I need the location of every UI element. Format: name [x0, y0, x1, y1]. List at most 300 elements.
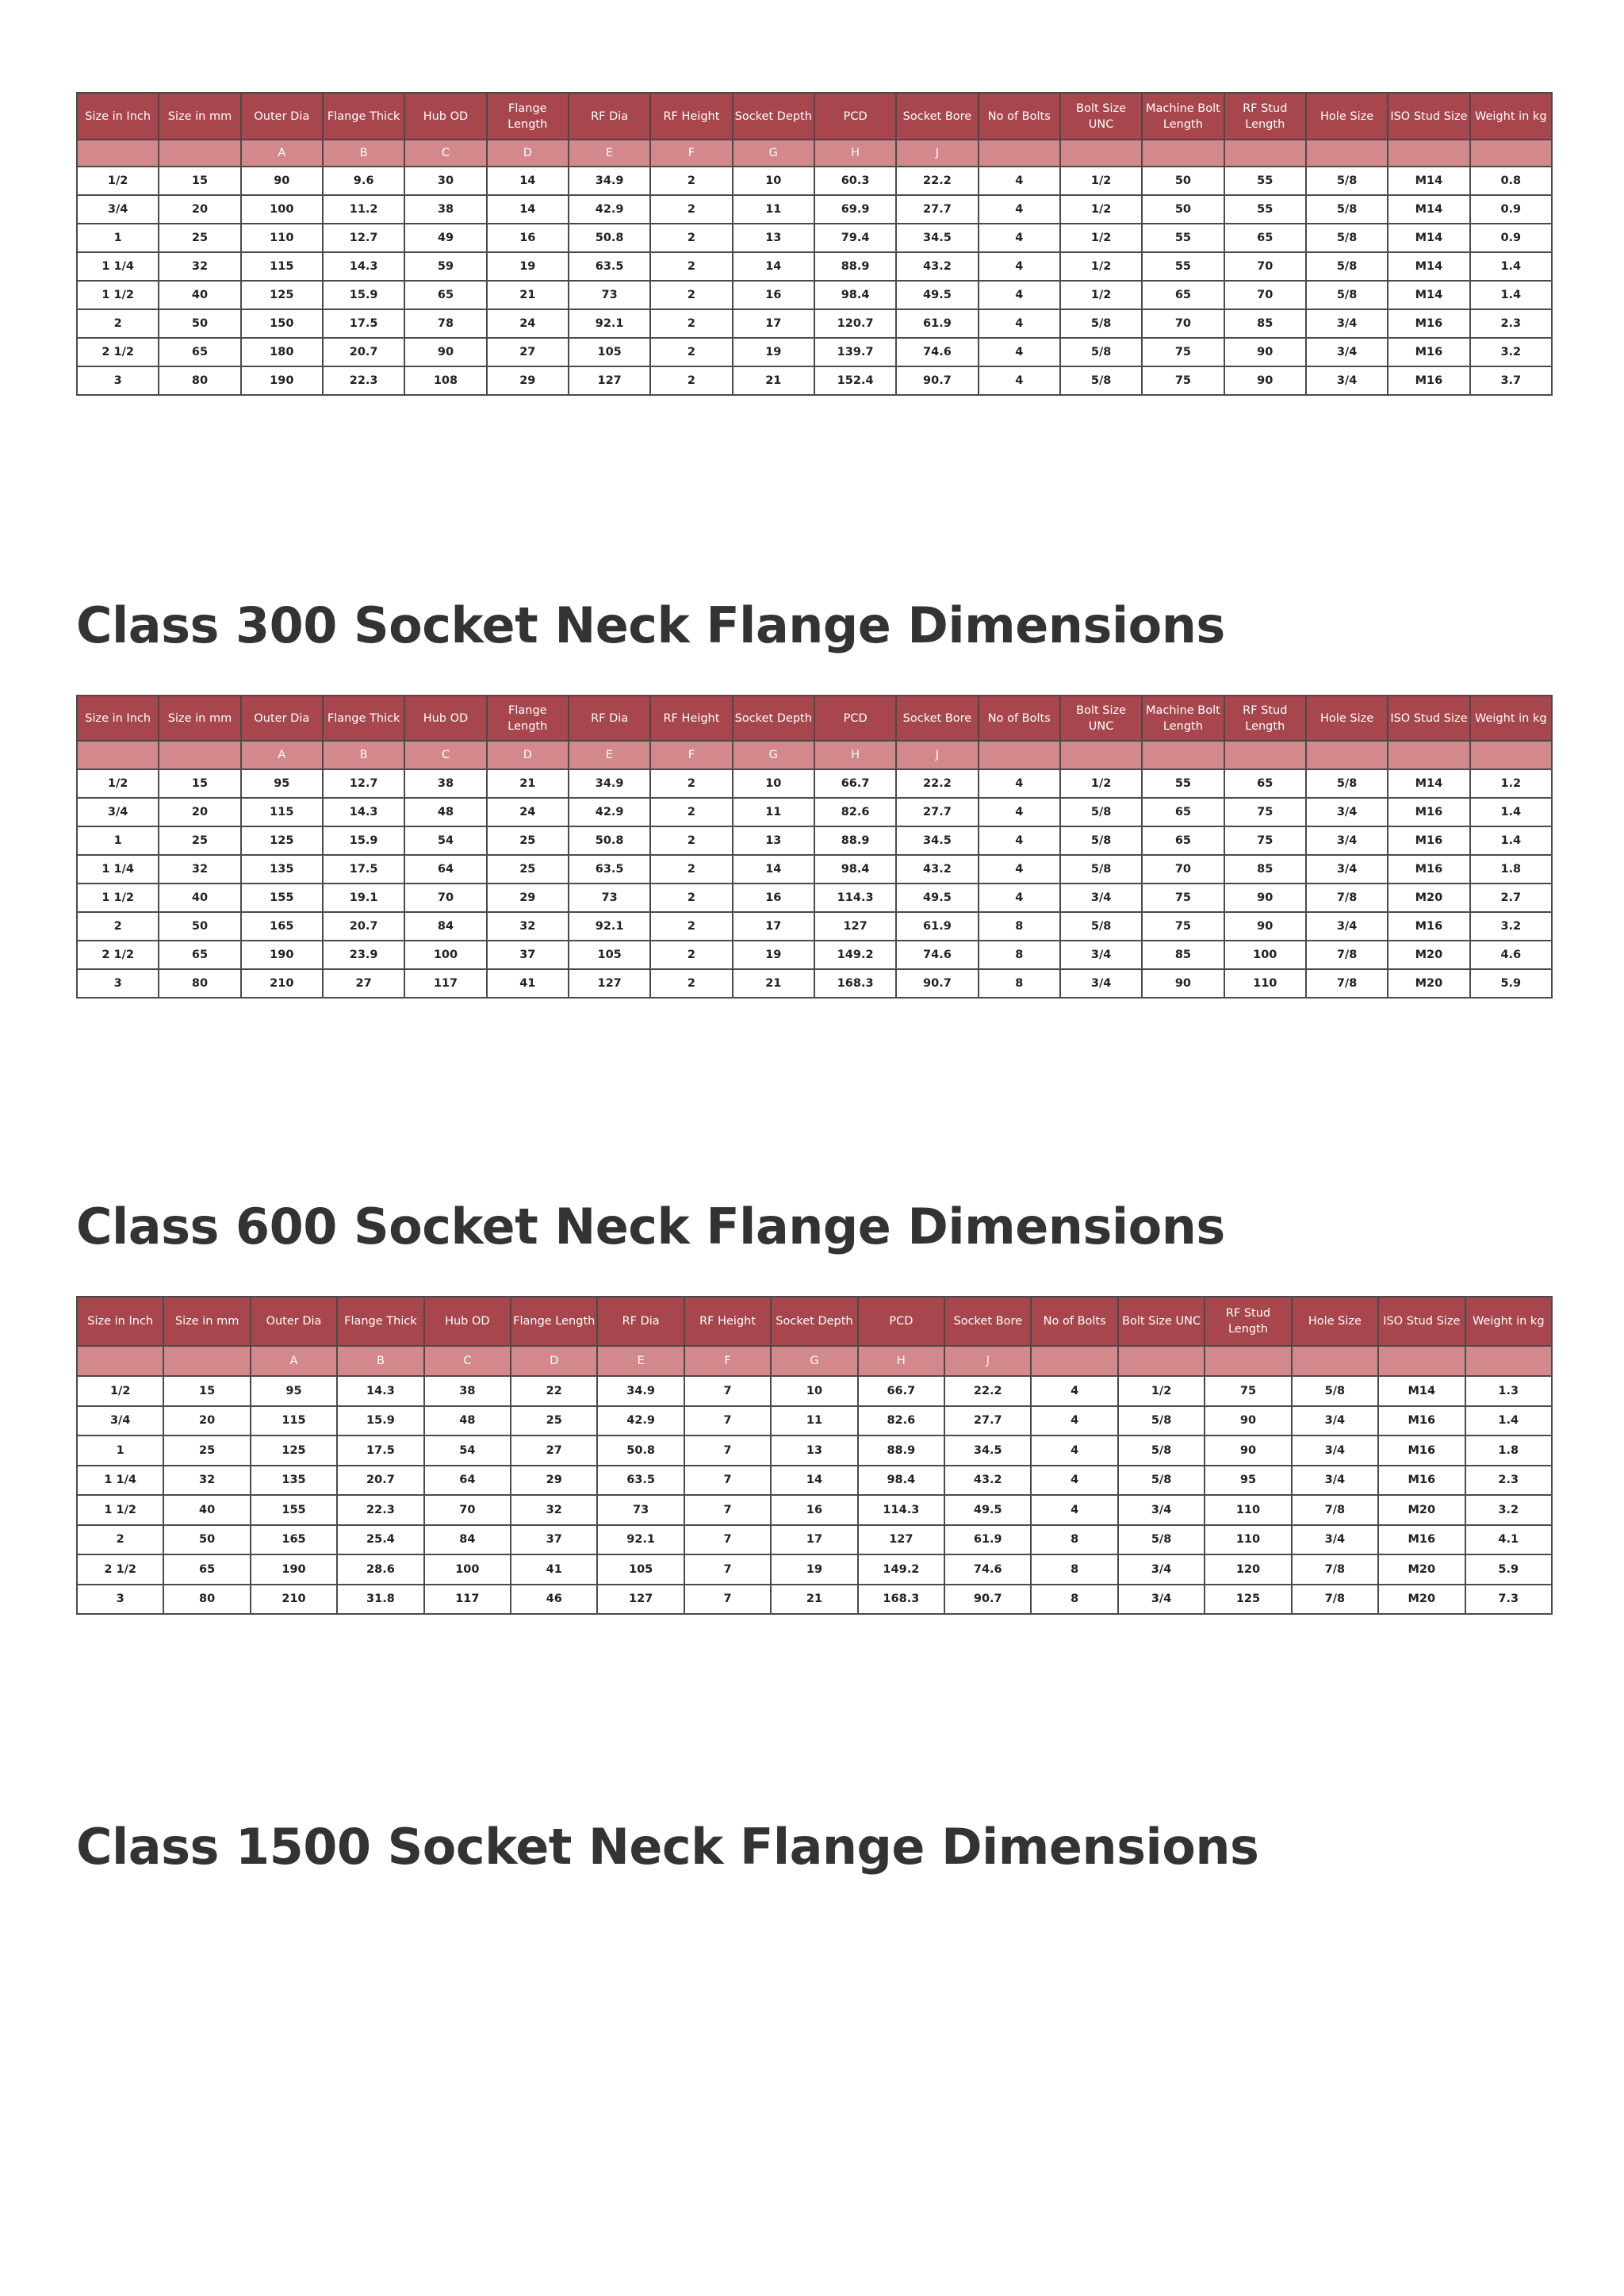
table-cell: 0.9	[1470, 195, 1552, 224]
table-cell: 127	[597, 1585, 684, 1615]
column-header: Size in Inch	[77, 93, 159, 140]
table-cell: 75	[1142, 884, 1224, 912]
table-cell: 70	[424, 1495, 511, 1525]
table-cell: 29	[511, 1466, 597, 1496]
table-cell: 38	[424, 1376, 511, 1406]
table-cell: 3/4	[1060, 941, 1142, 969]
table-cell: 13	[771, 1435, 857, 1466]
dimension-letter	[1306, 140, 1388, 167]
table-row	[77, 224, 1552, 252]
table-cell: 32	[511, 1495, 597, 1525]
table-cell: 3/4	[77, 1406, 163, 1436]
column-header: RF Stud Length	[1205, 1297, 1291, 1346]
table-cell: 19	[487, 252, 569, 281]
table-cell: 34.5	[896, 826, 978, 855]
table-cell: 64	[424, 1466, 511, 1496]
table-cell: 4	[1031, 1435, 1117, 1466]
table-cell: 16	[771, 1495, 857, 1525]
table-row	[77, 309, 1552, 338]
table-row	[77, 941, 1552, 969]
table-cell: 22.2	[944, 1376, 1031, 1406]
table-cell: 1/2	[77, 167, 159, 195]
table-cell: 4	[979, 826, 1060, 855]
table-cell: 12.7	[323, 224, 404, 252]
dimension-letter: A	[241, 140, 323, 167]
table-cell: 1.4	[1470, 281, 1552, 309]
table-cell: 1 1/4	[77, 1466, 163, 1496]
table-cell: 75	[1224, 798, 1306, 826]
table-body	[77, 167, 1552, 395]
table-cell: 31.8	[337, 1585, 423, 1615]
table-row	[77, 1495, 1552, 1525]
table-cell: 22.2	[896, 167, 978, 195]
table-cell: 7/8	[1306, 941, 1388, 969]
table-row	[77, 167, 1552, 195]
table-cell: 1	[77, 826, 159, 855]
table-cell: 34.9	[597, 1376, 684, 1406]
table-cell: 1	[77, 224, 159, 252]
dimension-letter	[1224, 741, 1306, 769]
table-cell: 15.9	[323, 826, 404, 855]
table-cell: 90	[1224, 884, 1306, 912]
table-cell: 73	[597, 1495, 684, 1525]
table-cell: M20	[1378, 1585, 1465, 1615]
dimension-letter	[1388, 741, 1469, 769]
table-cell: 105	[569, 338, 650, 366]
table-cell: 70	[1142, 855, 1224, 884]
table-cell: 13	[733, 224, 814, 252]
table-cell: 2	[650, 195, 732, 224]
table-cell: 61.9	[896, 912, 978, 941]
table-row	[77, 769, 1552, 798]
table-cell: 88.9	[814, 252, 896, 281]
table-cell: 7	[684, 1466, 771, 1496]
table-cell: M16	[1388, 826, 1469, 855]
table-cell: 90	[1224, 366, 1306, 395]
column-header: Hub OD	[424, 1297, 511, 1346]
table-cell: 7/8	[1306, 969, 1388, 998]
dimension-letter: D	[511, 1346, 597, 1376]
dimension-letter: F	[650, 140, 732, 167]
table-cell: 149.2	[814, 941, 896, 969]
table-cell: 29	[487, 884, 569, 912]
table-cell: 5/8	[1306, 224, 1388, 252]
table-row	[77, 195, 1552, 224]
table-cell: 50.8	[569, 826, 650, 855]
dimension-letter	[1142, 741, 1224, 769]
table-cell: 14	[733, 855, 814, 884]
table-cell: 90.7	[944, 1585, 1031, 1615]
column-header: Hole Size	[1292, 1297, 1378, 1346]
dimension-letter	[1470, 741, 1552, 769]
table-row	[77, 826, 1552, 855]
table-cell: 14	[487, 167, 569, 195]
table-cell: 63.5	[569, 252, 650, 281]
table-row	[77, 912, 1552, 941]
dimension-letter: G	[771, 1346, 857, 1376]
table-row	[77, 1435, 1552, 1466]
table-cell: 3/4	[1306, 366, 1388, 395]
table-cell: 55	[1142, 252, 1224, 281]
table-cell: 41	[487, 969, 569, 998]
table-cell: 80	[163, 1585, 250, 1615]
table-cell: 5.9	[1465, 1554, 1553, 1585]
dimension-letter: B	[323, 741, 404, 769]
table-cell: 7/8	[1292, 1495, 1378, 1525]
dimension-letter	[159, 741, 240, 769]
class-600-table	[76, 1296, 1553, 1615]
column-header: Hole Size	[1306, 696, 1388, 741]
table-cell: 4	[979, 252, 1060, 281]
table-cell: 110	[1224, 969, 1306, 998]
table-cell: 61.9	[944, 1525, 1031, 1555]
table-cell: 9.6	[323, 167, 404, 195]
table-cell: 75	[1205, 1376, 1291, 1406]
table-cell: 19.1	[323, 884, 404, 912]
table-cell: 22.2	[896, 769, 978, 798]
table-cell: 42.9	[597, 1406, 684, 1436]
table-cell: 5/8	[1306, 769, 1388, 798]
dimension-letter: H	[814, 741, 896, 769]
column-header: Hub OD	[404, 696, 486, 741]
table-cell: M14	[1378, 1376, 1465, 1406]
dimension-letter: F	[684, 1346, 771, 1376]
table-cell: 3/4	[1292, 1466, 1378, 1496]
dimension-letter	[77, 1346, 163, 1376]
column-header: Weight in kg	[1470, 93, 1552, 140]
table-cell: 5/8	[1060, 912, 1142, 941]
table-cell: 125	[251, 1435, 337, 1466]
table-cell: 63.5	[597, 1466, 684, 1496]
table-cell: 5/8	[1060, 366, 1142, 395]
table-cell: 34.9	[569, 769, 650, 798]
table-cell: 3	[77, 969, 159, 998]
table-cell: 34.9	[569, 167, 650, 195]
column-header: Flange Length	[487, 696, 569, 741]
table-cell: 2 1/2	[77, 1554, 163, 1585]
column-header: Hole Size	[1306, 93, 1388, 140]
table-cell: 90	[404, 338, 486, 366]
column-header: Flange Length	[511, 1297, 597, 1346]
table-cell: 4	[979, 769, 1060, 798]
dimension-letter: E	[569, 741, 650, 769]
dimension-letter: D	[487, 140, 569, 167]
table-cell: 7	[684, 1525, 771, 1555]
column-header: PCD	[814, 696, 896, 741]
table-cell: 79.4	[814, 224, 896, 252]
table-cell: 20	[163, 1406, 250, 1436]
table-cell: 11	[733, 195, 814, 224]
table-cell: M14	[1388, 167, 1469, 195]
table-cell: 1/2	[1060, 195, 1142, 224]
table-cell: 190	[241, 941, 323, 969]
table-cell: 5/8	[1306, 195, 1388, 224]
table-cell: 78	[404, 309, 486, 338]
table-cell: 13	[733, 826, 814, 855]
column-header: RF Stud Length	[1224, 696, 1306, 741]
letter-row	[77, 140, 1552, 167]
table-cell: 2	[650, 167, 732, 195]
table-cell: 2	[650, 884, 732, 912]
table-cell: 21	[487, 769, 569, 798]
table-cell: 5/8	[1060, 826, 1142, 855]
table-row	[77, 1525, 1552, 1555]
table-cell: M16	[1388, 798, 1469, 826]
table-cell: 110	[1205, 1525, 1291, 1555]
table-row	[77, 366, 1552, 395]
table-cell: 1.2	[1470, 769, 1552, 798]
table-cell: 40	[159, 281, 240, 309]
column-header: Machine Bolt Length	[1142, 696, 1224, 741]
table-cell: 69.9	[814, 195, 896, 224]
letter-row	[77, 741, 1552, 769]
table-cell: 2	[650, 252, 732, 281]
table-cell: 8	[1031, 1525, 1117, 1555]
table-cell: 4	[1031, 1466, 1117, 1496]
dimension-letter: C	[404, 741, 486, 769]
table-cell: 3/4	[1292, 1525, 1378, 1555]
dimension-letter: E	[569, 140, 650, 167]
table-cell: 92.1	[569, 309, 650, 338]
table-cell: 2	[650, 366, 732, 395]
table-cell: 117	[424, 1585, 511, 1615]
table-cell: 90	[241, 167, 323, 195]
column-header: No of Bolts	[979, 696, 1060, 741]
table-cell: 115	[241, 252, 323, 281]
table-cell: 1 1/2	[77, 884, 159, 912]
table-cell: 155	[251, 1495, 337, 1525]
table-cell: 5.9	[1470, 969, 1552, 998]
table-cell: 1.3	[1465, 1376, 1553, 1406]
table-cell: M16	[1378, 1466, 1465, 1496]
table-row	[77, 1406, 1552, 1436]
table-cell: 64	[404, 855, 486, 884]
table-cell: 41	[511, 1554, 597, 1585]
table-cell: 92.1	[569, 912, 650, 941]
table-row	[77, 798, 1552, 826]
table-row	[77, 884, 1552, 912]
table-cell: 0.8	[1470, 167, 1552, 195]
table-cell: 40	[159, 884, 240, 912]
table-cell: M14	[1388, 281, 1469, 309]
column-header: RF Height	[650, 696, 732, 741]
table-cell: 15	[163, 1376, 250, 1406]
table-cell: 8	[1031, 1585, 1117, 1615]
table-cell: 15	[159, 769, 240, 798]
table-cell: 25.4	[337, 1525, 423, 1555]
table-cell: 2.3	[1470, 309, 1552, 338]
table-cell: 80	[159, 366, 240, 395]
table-cell: 42.9	[569, 195, 650, 224]
table-cell: 5/8	[1118, 1525, 1205, 1555]
table-cell: 3/4	[1306, 798, 1388, 826]
table-cell: 49.5	[944, 1495, 1031, 1525]
table-cell: 73	[569, 281, 650, 309]
table-cell: 150	[241, 309, 323, 338]
table-cell: 127	[814, 912, 896, 941]
table-cell: 70	[404, 884, 486, 912]
table-cell: 10	[771, 1376, 857, 1406]
table-row	[77, 855, 1552, 884]
table-cell: M20	[1378, 1554, 1465, 1585]
table-cell: 15	[159, 167, 240, 195]
table-cell: 3/4	[77, 195, 159, 224]
table-cell: 100	[404, 941, 486, 969]
dimension-letter	[1292, 1346, 1378, 1376]
table-cell: 1.8	[1470, 855, 1552, 884]
table-cell: 14	[771, 1466, 857, 1496]
table-cell: 50	[1142, 167, 1224, 195]
table-cell: 16	[733, 281, 814, 309]
table-cell: 50.8	[569, 224, 650, 252]
dimension-letter	[77, 140, 159, 167]
table-cell: 88.9	[858, 1435, 944, 1466]
dimension-letter: J	[896, 741, 978, 769]
table-cell: M16	[1378, 1525, 1465, 1555]
table-cell: 74.6	[944, 1554, 1031, 1585]
table-cell: 49	[404, 224, 486, 252]
table-cell: 19	[771, 1554, 857, 1585]
table-cell: 1	[77, 1435, 163, 1466]
table-cell: 3	[77, 366, 159, 395]
dimension-letter	[159, 140, 240, 167]
table-cell: 65	[1142, 281, 1224, 309]
table-cell: 4	[979, 167, 1060, 195]
table-cell: 85	[1142, 941, 1224, 969]
dimension-letter: F	[650, 741, 732, 769]
class-1500-title: Class 1500 Socket Neck Flange Dimensions	[76, 1818, 1259, 1876]
table-cell: 149.2	[858, 1554, 944, 1585]
table-cell: 5/8	[1060, 855, 1142, 884]
table-cell: 70	[1224, 252, 1306, 281]
table-cell: 1/2	[1060, 281, 1142, 309]
table-cell: 7	[684, 1376, 771, 1406]
table-cell: 4	[979, 309, 1060, 338]
table-cell: 2	[650, 338, 732, 366]
table-cell: M14	[1388, 769, 1469, 798]
dimension-letter	[1142, 140, 1224, 167]
column-header: ISO Stud Size	[1388, 93, 1469, 140]
table-cell: M16	[1388, 338, 1469, 366]
table-cell: 8	[1031, 1554, 1117, 1585]
table-cell: 21	[733, 969, 814, 998]
table-cell: 180	[241, 338, 323, 366]
table-cell: M20	[1388, 969, 1469, 998]
table-cell: 20.7	[337, 1466, 423, 1496]
table-cell: 2.7	[1470, 884, 1552, 912]
dimension-letter: J	[944, 1346, 1031, 1376]
table-cell: 3/4	[1306, 912, 1388, 941]
table-cell: 34.5	[896, 224, 978, 252]
table-cell: 2	[650, 855, 732, 884]
table-cell: 108	[404, 366, 486, 395]
table-cell: 135	[241, 855, 323, 884]
table-cell: 1.4	[1465, 1406, 1553, 1436]
table-cell: 95	[241, 769, 323, 798]
table-cell: 1.4	[1470, 798, 1552, 826]
table-row	[77, 252, 1552, 281]
table-cell: 7	[684, 1554, 771, 1585]
table-cell: 4	[979, 884, 1060, 912]
table-cell: 65	[163, 1554, 250, 1585]
table-cell: 4	[979, 281, 1060, 309]
table-cell: 22	[511, 1376, 597, 1406]
dimension-letter	[1205, 1346, 1291, 1376]
table-cell: 127	[569, 969, 650, 998]
table-cell: 25	[511, 1406, 597, 1436]
table-cell: 3.7	[1470, 366, 1552, 395]
table-cell: M16	[1378, 1406, 1465, 1436]
dimension-letter: C	[424, 1346, 511, 1376]
table-cell: 98.4	[858, 1466, 944, 1496]
table-cell: 17.5	[323, 855, 404, 884]
dimension-letter	[1470, 140, 1552, 167]
table-cell: 65	[1224, 769, 1306, 798]
table-cell: 38	[404, 769, 486, 798]
table-cell: 15.9	[337, 1406, 423, 1436]
flange-table-1	[76, 92, 1553, 396]
table-cell: 10	[733, 167, 814, 195]
table-cell: 32	[159, 252, 240, 281]
table-cell: 11	[771, 1406, 857, 1436]
dimension-letter	[1060, 741, 1142, 769]
table-cell: 88.9	[814, 826, 896, 855]
table-cell: M16	[1388, 366, 1469, 395]
table-cell: 14	[733, 252, 814, 281]
table-cell: 65	[1142, 798, 1224, 826]
table-cell: 50	[159, 309, 240, 338]
table-cell: 34.5	[944, 1435, 1031, 1466]
dimension-letter: G	[733, 741, 814, 769]
table-cell: 155	[241, 884, 323, 912]
table-cell: 92.1	[597, 1525, 684, 1555]
column-header: Socket Depth	[733, 696, 814, 741]
table-cell: 125	[241, 826, 323, 855]
column-header: PCD	[858, 1297, 944, 1346]
table-cell: 98.4	[814, 281, 896, 309]
column-header: No of Bolts	[1031, 1297, 1117, 1346]
column-header: Outer Dia	[241, 93, 323, 140]
table-cell: 1.8	[1465, 1435, 1553, 1466]
table-cell: 1.4	[1470, 826, 1552, 855]
table-body	[77, 1376, 1552, 1614]
column-header: Hub OD	[404, 93, 486, 140]
table-cell: 32	[159, 855, 240, 884]
table-cell: 4.1	[1465, 1525, 1553, 1555]
table-cell: M16	[1388, 309, 1469, 338]
table-cell: 43.2	[944, 1466, 1031, 1496]
table-cell: M20	[1388, 884, 1469, 912]
column-header: Size in mm	[163, 1297, 250, 1346]
table-cell: 90	[1224, 338, 1306, 366]
table-cell: 85	[1224, 309, 1306, 338]
table-cell: 98.4	[814, 855, 896, 884]
table-row	[77, 969, 1552, 998]
table-cell: 7.3	[1465, 1585, 1553, 1615]
table-cell: 46	[511, 1585, 597, 1615]
table-cell: 30	[404, 167, 486, 195]
table-cell: 1/2	[1118, 1376, 1205, 1406]
table-cell: 17	[733, 309, 814, 338]
table-cell: 54	[404, 826, 486, 855]
dimension-letter: B	[323, 140, 404, 167]
table-cell: 74.6	[896, 941, 978, 969]
table-cell: M16	[1378, 1435, 1465, 1466]
table-cell: 5/8	[1306, 167, 1388, 195]
table-cell: 190	[241, 366, 323, 395]
table-cell: 1/2	[77, 769, 159, 798]
dimension-letter	[1465, 1346, 1553, 1376]
